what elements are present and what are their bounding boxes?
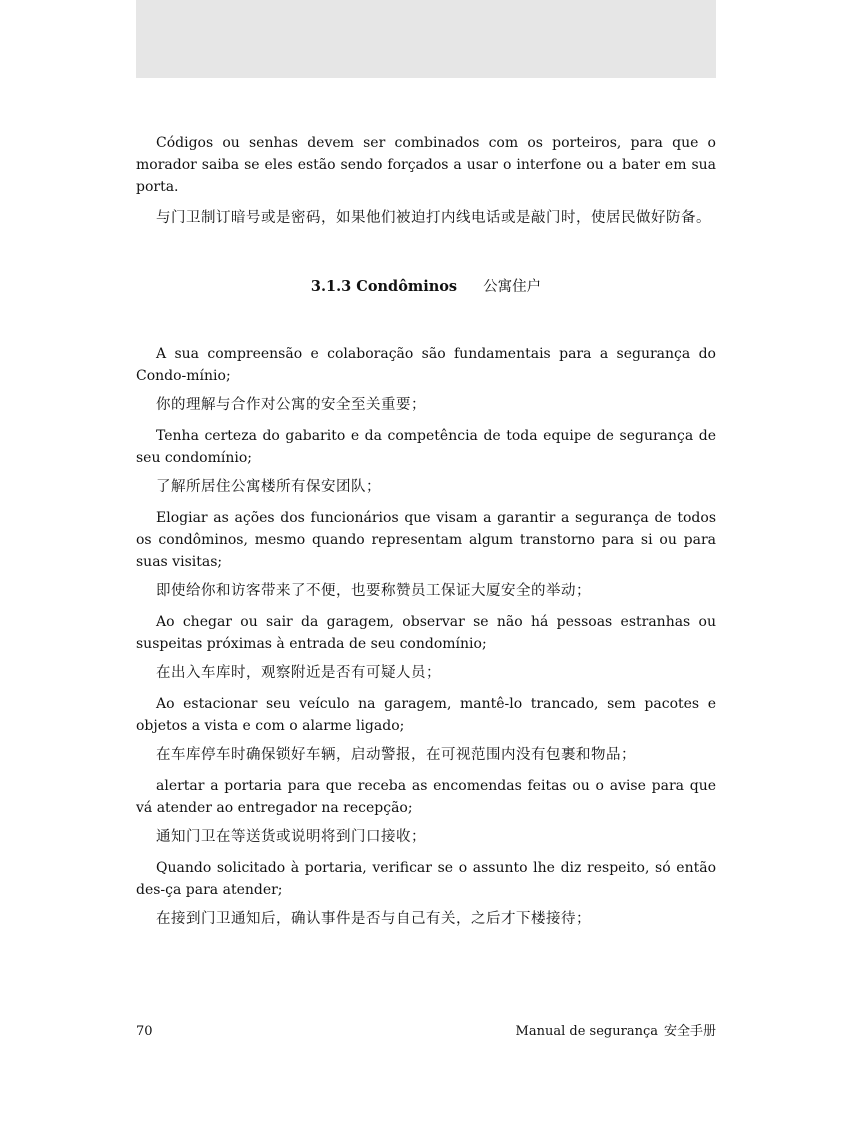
- paragraph-zh: 即使给你和访客带来了不便，也要称赞员工保证大厦安全的举动；: [156, 583, 591, 599]
- running-title-pt: Manual de segurança: [515, 1024, 658, 1039]
- running-title-zh: 安全手册: [663, 1024, 716, 1039]
- paragraph-zh: 通知门卫在等送货或说明将到门口接收；: [156, 829, 426, 845]
- list-item: [136, 693, 716, 767]
- paragraph-pt: Elogiar as ações dos funcionários que visam a garantir a segurança de todos os condôminos, mesmo quando representam algum transtorno para si ou para suas visitas;: [136, 510, 716, 570]
- paragraph-pt: alertar a portaria para que receba as encomendas feitas ou o avise para que vá atender ao entregador na recepção;: [136, 778, 716, 816]
- paragraph-zh: 在出入车库时，观察附近是否有可疑人员；: [156, 665, 441, 681]
- body-block: [136, 343, 716, 931]
- header-band: [136, 0, 716, 78]
- list-item: [136, 775, 716, 849]
- paragraph-zh: 在接到门卫通知后，确认事件是否与自己有关，之后才下楼接待；: [156, 911, 591, 927]
- list-item: [136, 343, 716, 417]
- paragraph-zh: 了解所居住公寓楼所有保安团队；: [156, 479, 381, 495]
- list-item: [136, 857, 716, 931]
- intro-block: [136, 132, 716, 230]
- paragraph-pt: A sua compreensão e colaboração são fundamentais para a segurança do Condo-mínio;: [136, 346, 716, 384]
- running-title: [516, 1022, 716, 1042]
- paragraph-zh: 你的理解与合作对公寓的安全至关重要；: [156, 397, 426, 413]
- list-item: [136, 507, 716, 603]
- intro-paragraph-zh: 与门卫制订暗号或是密码，如果他们被迫打内线电话或是敲门时，使居民做好防备。: [156, 210, 711, 226]
- section-title-zh: 公寓住户: [483, 279, 542, 295]
- paragraph-pt: Tenha certeza do gabarito e da competência de toda equipe de segurança de seu condomínio;: [136, 428, 716, 466]
- list-item: [136, 425, 716, 499]
- paragraph-zh: 在车库停车时确保锁好车辆，启动警报，在可视范围内没有包裹和物品；: [156, 747, 636, 763]
- paragraph-pt: Ao estacionar seu veículo na garagem, mantê-lo trancado, sem pacotes e objetos a vista e com o alarme ligado;: [136, 696, 716, 734]
- intro-paragraph-pt: Códigos ou senhas devem ser combinados com os porteiros, para que o morador saiba se eles estão sendo forçados a usar o interfone ou a bater em sua porta.: [136, 135, 716, 195]
- section-title: 3.1.3 Condôminos: [310, 278, 458, 295]
- page-number: 70: [136, 1024, 153, 1039]
- paragraph-pt: Quando solicitado à portaria, verificar se o assunto lhe diz respeito, só então des-ça para atender;: [136, 860, 716, 898]
- paragraph-pt: Ao chegar ou sair da garagem, observar se não há pessoas estranhas ou suspeitas próximas à entrada de seu condomínio;: [136, 614, 716, 652]
- section-heading: [136, 276, 716, 298]
- list-item: [136, 611, 716, 685]
